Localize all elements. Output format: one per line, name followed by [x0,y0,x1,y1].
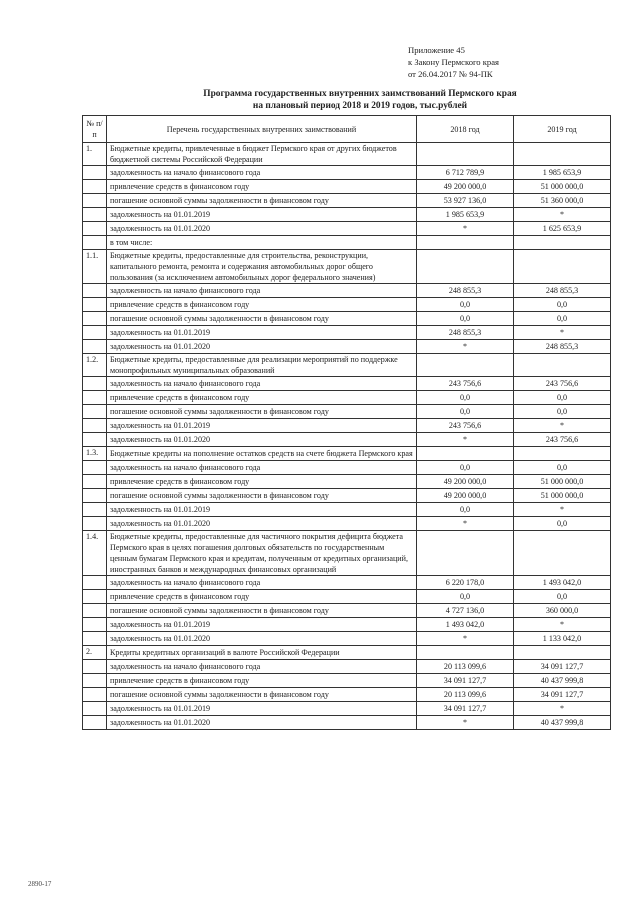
row-value-2019 [514,354,611,377]
table-row [83,646,611,660]
table-row [83,143,611,166]
row-value-2018: 34 091 127,7 [417,674,514,688]
row-value-2019: 34 091 127,7 [514,660,611,674]
row-description: привлечение средств в финансовом году [107,590,417,604]
appendix-line-3: от 26.04.2017 № 94-ПК [408,69,493,79]
row-number [83,340,107,354]
row-description: задолженность на начало финансового года [107,461,417,475]
row-value-2018: 0,0 [417,590,514,604]
table-row [83,590,611,604]
table-row [83,461,611,475]
row-number [83,590,107,604]
row-value-2018: 4 727 136,0 [417,604,514,618]
row-description: Бюджетные кредиты, предоставленные для частичного покрытия дефицита бюджета Пермского края в целях погашения долговых обязательств по государственным ценным бумагам Пермского края и кредитам, полученным от кредитных организаций, иностранных банков и международных финансовых организаций [107,531,417,576]
row-value-2019 [514,447,611,461]
row-value-2019: 243 756,6 [514,377,611,391]
table-row [83,604,611,618]
table-row [83,716,611,730]
row-description: задолженность на 01.01.2020 [107,433,417,447]
row-number [83,517,107,531]
row-description: в том числе: [107,236,417,250]
table-row [83,312,611,326]
row-value-2018: 243 756,6 [417,419,514,433]
row-description: погашение основной суммы задолженности в финансовом году [107,489,417,503]
row-value-2018 [417,143,514,166]
row-description: Бюджетные кредиты, предоставленные для реализации мероприятий по поддержке монопрофильных муниципальных образований [107,354,417,377]
row-value-2019: 1 493 042,0 [514,576,611,590]
row-value-2018: 1 493 042,0 [417,618,514,632]
table-row [83,208,611,222]
table-row [83,660,611,674]
title-line-2: на плановый период 2018 и 2019 годов, тыс.рублей [252,101,468,111]
row-number [83,576,107,590]
row-description: задолженность на 01.01.2020 [107,632,417,646]
row-number [83,377,107,391]
row-description: привлечение средств в финансовом году [107,298,417,312]
row-number [83,391,107,405]
row-value-2018: * [417,716,514,730]
table-row [83,194,611,208]
table-row [83,405,611,419]
table-row [83,377,611,391]
row-description: Бюджетные кредиты, предоставленные для строительства, реконструкции, капитального ремонта, ремонта и содержания автомобильных дорог общего пользования (за исключением автомобильных дорог федерального значения) [107,250,417,284]
row-value-2018: 49 200 000,0 [417,475,514,489]
row-value-2018: 34 091 127,7 [417,702,514,716]
row-value-2018: 0,0 [417,391,514,405]
row-value-2018: 6 220 178,0 [417,576,514,590]
row-value-2019: 248 855,3 [514,340,611,354]
row-value-2019: 51 000 000,0 [514,475,611,489]
row-value-2019: 1 133 042,0 [514,632,611,646]
row-number [83,461,107,475]
row-number [83,660,107,674]
row-description: Бюджетные кредиты, привлеченные в бюджет Пермского края от других бюджетов бюджетной системы Российской Федерации [107,143,417,166]
row-description: задолженность на 01.01.2020 [107,222,417,236]
row-value-2018: * [417,340,514,354]
row-value-2019: 0,0 [514,298,611,312]
row-value-2018: 6 712 789,9 [417,166,514,180]
table-row [83,326,611,340]
row-number [83,312,107,326]
row-description: задолженность на 01.01.2019 [107,326,417,340]
appendix-line-1: Приложение 45 [408,45,465,55]
row-description: задолженность на начало финансового года [107,166,417,180]
row-value-2018 [417,354,514,377]
table-row [83,517,611,531]
row-value-2018: 0,0 [417,405,514,419]
row-value-2019 [514,143,611,166]
row-value-2019: 243 756,6 [514,433,611,447]
row-value-2019: 0,0 [514,405,611,419]
row-number [83,475,107,489]
header-description: Перечень государственных внутренних заимствований [107,116,417,143]
appendix-block [408,44,499,80]
row-value-2018: 49 200 000,0 [417,489,514,503]
row-value-2019 [514,531,611,576]
row-value-2018: 1 985 653,9 [417,208,514,222]
header-2019: 2019 год [514,116,611,143]
row-value-2018: 248 855,3 [417,284,514,298]
row-description: задолженность на 01.01.2019 [107,618,417,632]
row-value-2019: 0,0 [514,461,611,475]
row-value-2018 [417,236,514,250]
table-row [83,180,611,194]
row-value-2019 [514,646,611,660]
row-number [83,236,107,250]
row-description: задолженность на 01.01.2019 [107,208,417,222]
row-description: привлечение средств в финансовом году [107,180,417,194]
row-value-2019: 51 360 000,0 [514,194,611,208]
row-value-2019: 0,0 [514,391,611,405]
row-number [83,419,107,433]
row-number [83,688,107,702]
row-value-2019: * [514,326,611,340]
table-row [83,576,611,590]
table-row [83,475,611,489]
row-number [83,405,107,419]
table-row [83,503,611,517]
row-value-2018: 248 855,3 [417,326,514,340]
row-number: 1.3. [83,447,107,461]
row-value-2018 [417,250,514,284]
row-description: погашение основной суммы задолженности в финансовом году [107,604,417,618]
header-2018: 2018 год [417,116,514,143]
row-description: задолженность на начало финансового года [107,284,417,298]
row-value-2019: * [514,208,611,222]
row-description: погашение основной суммы задолженности в финансовом году [107,194,417,208]
row-value-2019: * [514,503,611,517]
row-number: 2. [83,646,107,660]
table-row [83,250,611,284]
row-value-2019: 0,0 [514,590,611,604]
table-row [83,298,611,312]
row-value-2019: 248 855,3 [514,284,611,298]
table-row [83,702,611,716]
row-number [83,489,107,503]
row-value-2018 [417,646,514,660]
table-row [83,222,611,236]
table-header-row [83,116,611,143]
table-body [83,143,611,730]
row-number [83,604,107,618]
row-value-2019: * [514,419,611,433]
row-description: Бюджетные кредиты на пополнение остатков средств на счете бюджета Пермского края [107,447,417,461]
row-value-2018: * [417,222,514,236]
table-row [83,618,611,632]
row-value-2018: 0,0 [417,461,514,475]
title-line-1: Программа государственных внутренних заимствований Пермского края [203,89,517,99]
row-value-2018: 0,0 [417,312,514,326]
row-value-2019: 51 000 000,0 [514,180,611,194]
row-value-2018: 53 927 136,0 [417,194,514,208]
table-row [83,433,611,447]
table-row [83,419,611,433]
row-number: 1. [83,143,107,166]
table-row [83,674,611,688]
row-value-2019: 0,0 [514,312,611,326]
row-description: задолженность на 01.01.2019 [107,702,417,716]
row-number [83,326,107,340]
table-row [83,391,611,405]
row-value-2018: 20 113 099,6 [417,660,514,674]
table-row [83,354,611,377]
row-value-2018: 243 756,6 [417,377,514,391]
row-value-2018: * [417,433,514,447]
row-description: задолженность на 01.01.2019 [107,503,417,517]
row-value-2019: 360 000,0 [514,604,611,618]
row-number [83,716,107,730]
row-number [83,433,107,447]
table-row [83,166,611,180]
row-description: задолженность на начало финансового года [107,377,417,391]
row-description: привлечение средств в финансовом году [107,674,417,688]
row-number [83,208,107,222]
table-row [83,284,611,298]
row-number: 1.4. [83,531,107,576]
row-number: 1.1. [83,250,107,284]
row-number [83,674,107,688]
table-row [83,236,611,250]
row-description: погашение основной суммы задолженности в финансовом году [107,688,417,702]
row-number [83,702,107,716]
row-number [83,284,107,298]
row-value-2018: 20 113 099,6 [417,688,514,702]
row-value-2019: * [514,618,611,632]
row-description: задолженность на начало финансового года [107,660,417,674]
row-description: задолженность на 01.01.2020 [107,716,417,730]
row-value-2019: * [514,702,611,716]
borrowing-program-table [82,115,611,730]
footer-code: 2890-17 [28,880,52,888]
row-value-2019: 0,0 [514,517,611,531]
row-value-2018 [417,531,514,576]
row-value-2018: 0,0 [417,298,514,312]
row-description: задолженность на 01.01.2020 [107,340,417,354]
table-row [83,531,611,576]
row-value-2019: 1 625 653,9 [514,222,611,236]
row-value-2019: 34 091 127,7 [514,688,611,702]
row-value-2018: 0,0 [417,503,514,517]
row-description: погашение основной суммы задолженности в финансовом году [107,312,417,326]
row-value-2018: * [417,517,514,531]
row-number [83,632,107,646]
table-row [83,632,611,646]
row-number [83,180,107,194]
row-number [83,222,107,236]
table-row [83,489,611,503]
document-title [110,88,610,112]
row-number [83,618,107,632]
row-description: Кредиты кредитных организаций в валюте Российской Федерации [107,646,417,660]
row-number [83,298,107,312]
row-number [83,503,107,517]
appendix-line-2: к Закону Пермского края [408,57,499,67]
row-value-2019 [514,236,611,250]
row-value-2019: 51 000 000,0 [514,489,611,503]
row-description: задолженность на начало финансового года [107,576,417,590]
row-description: привлечение средств в финансовом году [107,391,417,405]
row-value-2019: 1 985 653,9 [514,166,611,180]
header-num: № п/п [83,116,107,143]
row-value-2019 [514,250,611,284]
row-value-2018: * [417,632,514,646]
table-row [83,447,611,461]
table-row [83,340,611,354]
row-description: задолженность на 01.01.2019 [107,419,417,433]
row-description: погашение основной суммы задолженности в финансовом году [107,405,417,419]
row-value-2019: 40 437 999,8 [514,716,611,730]
row-number: 1.2. [83,354,107,377]
row-value-2019: 40 437 999,8 [514,674,611,688]
row-number [83,166,107,180]
row-number [83,194,107,208]
row-value-2018 [417,447,514,461]
row-value-2018: 49 200 000,0 [417,180,514,194]
row-description: задолженность на 01.01.2020 [107,517,417,531]
row-description: привлечение средств в финансовом году [107,475,417,489]
table-row [83,688,611,702]
